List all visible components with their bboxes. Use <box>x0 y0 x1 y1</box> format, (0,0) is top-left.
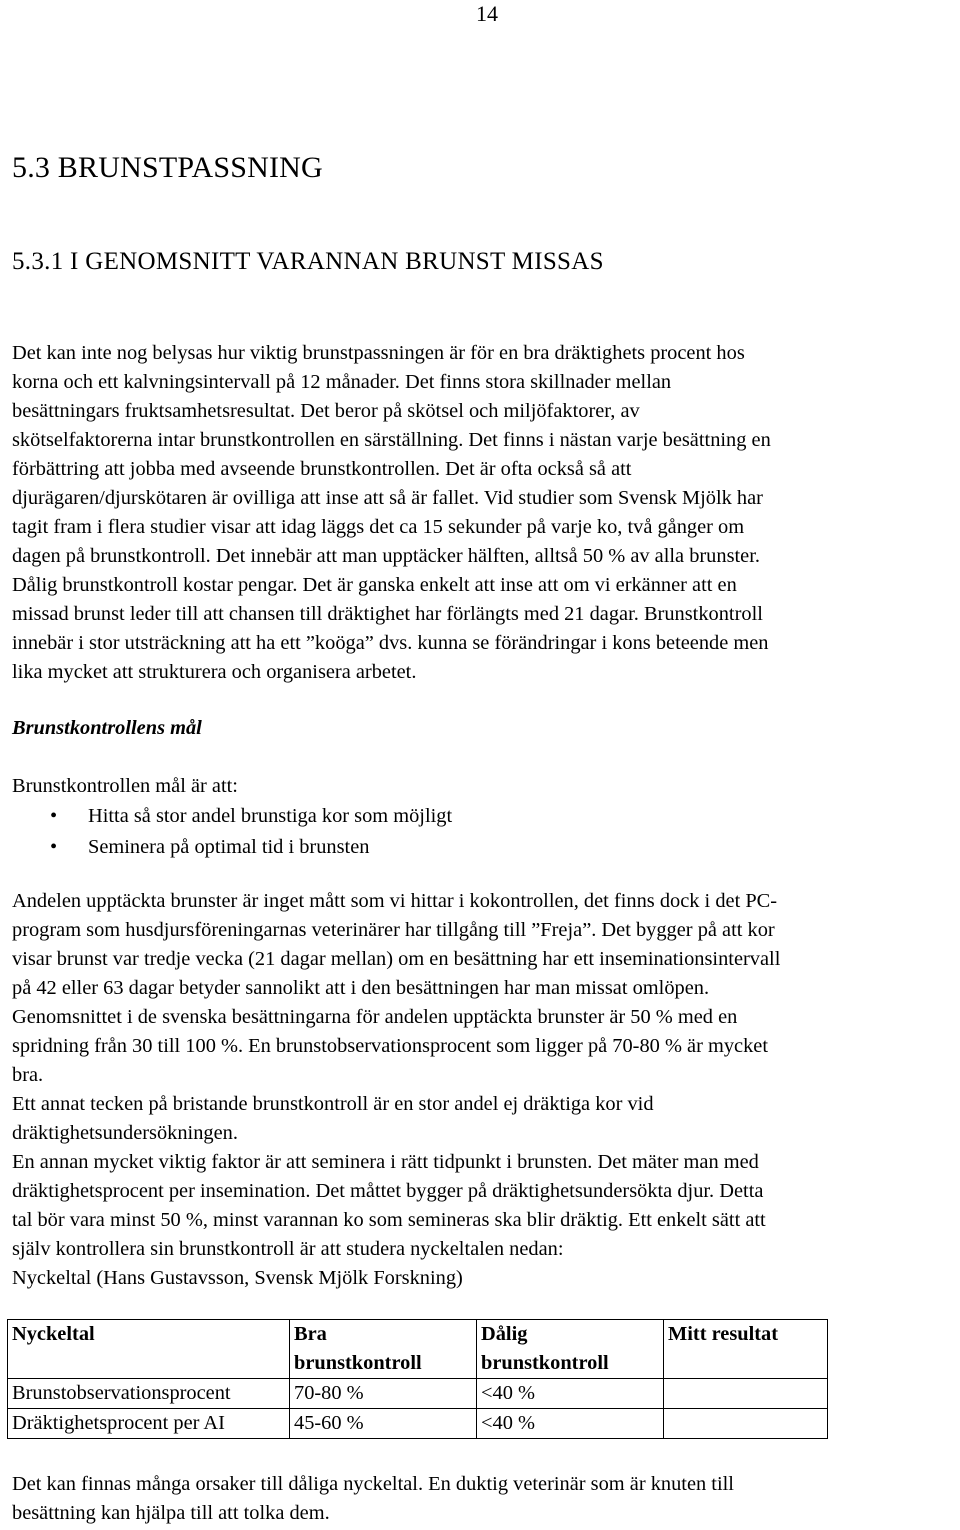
table-cell: 45-60 % <box>290 1409 477 1439</box>
text-line: besättning kan hjälpa till att tolka dem. <box>12 1502 330 1524</box>
text-line: innebär i stor utsträckning att ha ett ”koöga” dvs. kunna se förändringar i kons beteende men <box>12 632 769 654</box>
table-cell: Dräktighetsprocent per AI <box>8 1409 290 1439</box>
table-row <box>8 1409 828 1439</box>
subsection-title: 5.3.1 I GENOMSNITT VARANNAN BRUNST MISSAS <box>12 248 604 275</box>
text-line: visar brunst var tredje vecka (21 dagar mellan) om en besättning har ett inseminationsintervall <box>12 948 781 970</box>
list-item <box>12 801 452 832</box>
text-line: bra. <box>12 1064 44 1086</box>
text-line: tal bör vara minst 50 %, minst varannan ko som semineras ska blir dräktig. Ett enkelt sätt att <box>12 1209 766 1231</box>
text-line: Dålig brunstkontroll kostar pengar. Det är ganska enkelt att inse att om vi erkänner att en <box>12 574 737 596</box>
text-line: tagit fram i flera studier visar att idag läggs det ca 15 sekunder på varje ko, två gånger om <box>12 516 745 538</box>
goal-text: Hitta så stor andel brunstiga kor som möjligt <box>88 805 453 827</box>
text-line: själv kontrollera sin brunstkontroll är att studera nyckeltalen nedan: <box>12 1238 564 1260</box>
table-cell: <40 % <box>477 1409 664 1439</box>
table-header-row <box>8 1320 828 1379</box>
text-line: korna och ett kalvningsintervall på 12 månader. Det finns stora skillnader mellan <box>12 371 672 393</box>
goal-list <box>12 801 452 863</box>
list-item <box>12 832 452 863</box>
text-line: skötselfaktorerna intar brunstkontrollen en särställning. Det finns i nästan varje besättning en <box>12 429 771 451</box>
table-header-cell: Mitt resultat <box>664 1320 828 1379</box>
table-row <box>8 1379 828 1409</box>
text-line: Andelen upptäckta brunster är inget mått som vi hittar i kokontrollen, det finns dock i det PC- <box>12 890 778 912</box>
text-line: dagen på brunstkontroll. Det innebär att man upptäcker hälften, alltså 50 % av alla brunster. <box>12 545 760 567</box>
text-line: Nyckeltal (Hans Gustavsson, Svensk Mjölk Forskning) <box>12 1267 463 1289</box>
text-line: på 42 eller 63 dagar betyder sannolikt att i den besättningen har man missat omlöpen. <box>12 977 710 999</box>
table-cell: Brunstobservationsprocent <box>8 1379 290 1409</box>
text-line: Det kan inte nog belysas hur viktig brunstpassningen är för en bra dräktighets procent hos <box>12 342 745 364</box>
text-line: dräktighetsprocent per insemination. Det måttet bygger på dräktighetsundersökta djur. Detta <box>12 1180 764 1202</box>
text-line: dräktighetsundersökningen. <box>12 1122 238 1144</box>
text-line: besättningars fruktsamhetsresultat. Det beror på skötsel och miljöfaktorer, av <box>12 400 640 422</box>
table-header-cell: Bra brunstkontroll <box>290 1320 477 1379</box>
body-paragraph <box>12 887 960 1293</box>
intro-paragraph <box>12 339 956 687</box>
table-cell: 70-80 % <box>290 1379 477 1409</box>
table-header-cell: Dålig brunstkontroll <box>477 1320 664 1379</box>
goal-heading: Brunstkontrollens mål <box>12 717 202 739</box>
text-line: spridning från 30 till 100 %. En brunstobservationsprocent som ligger på 70-80 % är mycket <box>12 1035 768 1057</box>
text-line: missad brunst leder till att chansen till dräktighet har förlängts med 21 dagar. Brunstkontroll <box>12 603 763 625</box>
text-line: djurägaren/djurskötaren är ovilliga att inse att så är fallet. Vid studier som Svensk Mjölk har <box>12 487 763 509</box>
text-line: Ett annat tecken på bristande brunstkontroll är en stor andel ej dräktiga kor vid <box>12 1093 654 1115</box>
table-header-cell: Nyckeltal <box>8 1320 290 1379</box>
bullet-icon: • <box>50 805 58 827</box>
kpi-table <box>7 1319 828 1439</box>
text-line: program som husdjursföreningarnas veterinärer har tillgång till ”Freja”. Det bygger på att kor <box>12 919 775 941</box>
page-number: 14 <box>476 1 498 26</box>
text-line: förbättring att jobba med avseende brunstkontrollen. Det är ofta också så att <box>12 458 632 480</box>
text-line: lika mycket att strukturera och organisera arbetet. <box>12 661 417 683</box>
table-cell: <40 % <box>477 1379 664 1409</box>
section-title: 5.3 BRUNSTPASSNING <box>12 151 323 184</box>
table-cell <box>664 1379 828 1409</box>
table-cell <box>664 1409 828 1439</box>
footer-paragraph <box>12 1470 956 1528</box>
goal-lead: Brunstkontrollen mål är att: <box>12 775 238 797</box>
text-line: Genomsnittet i de svenska besättningarna för andelen upptäckta brunster är 50 % med en <box>12 1006 738 1028</box>
bullet-icon: • <box>50 836 58 858</box>
text-line: En annan mycket viktig faktor är att seminera i rätt tidpunkt i brunsten. Det mäter man med <box>12 1151 759 1173</box>
goal-text: Seminera på optimal tid i brunsten <box>88 836 370 858</box>
text-line: Det kan finnas många orsaker till dåliga nyckeltal. En duktig veterinär som är knuten till <box>12 1473 734 1495</box>
